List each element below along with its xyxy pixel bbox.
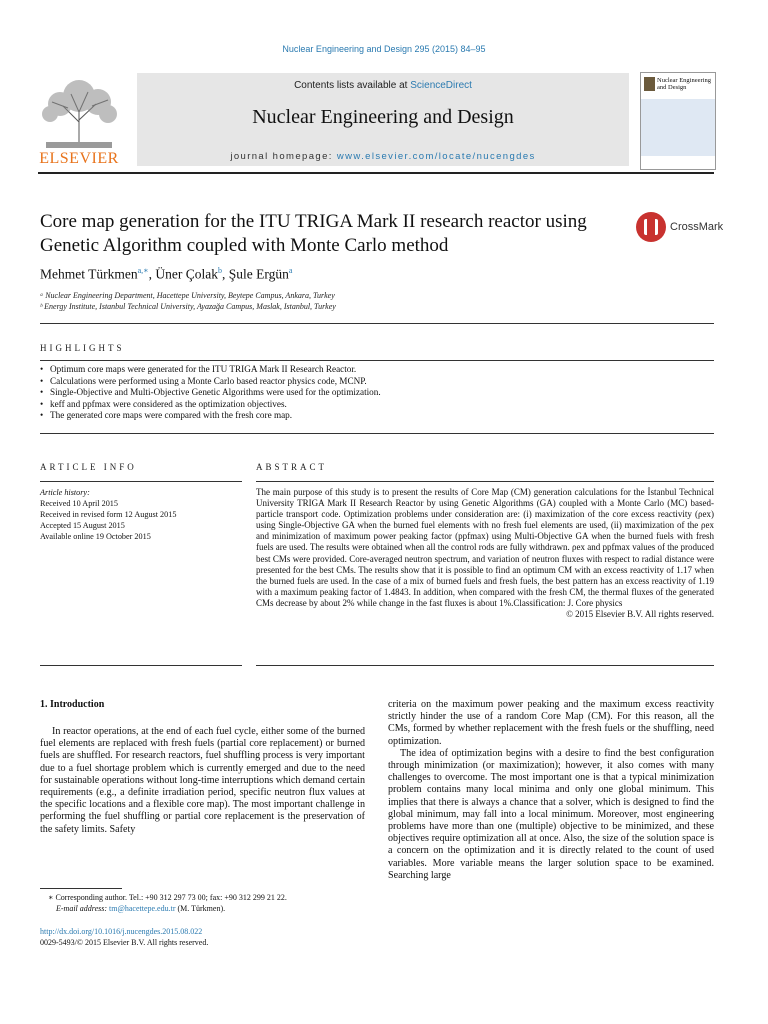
highlights-rule [40,360,714,361]
body-left-column [40,726,365,836]
journal-reference[interactable]: Nuclear Engineering and Design 295 (2015) 84–95 [282,44,486,54]
journal-cover-thumbnail [640,72,716,170]
highlight-item: • Calculations were performed using a Monte Carlo based reactor physics code, MCNP. [40,376,714,388]
corresponding-author-note: ∗ Corresponding author. Tel.: +90 312 297 73 00; fax: +90 312 299 21 22. [48,893,287,902]
highlight-item: • The generated core maps were compared with the fresh core map. [40,410,714,422]
cover-title: Nuclear Engineering and Design [657,77,711,91]
highlights-list [40,364,714,422]
email-line [40,904,370,915]
author-mark[interactable]: b [217,266,222,275]
history-received: Received 10 April 2015 [40,499,118,508]
body-paragraph: The idea of optimization begins with a desire to find the best configuration through minimization (or maximization); however, it also comes with many challenges to overcome. The most important one is that a typical minimization problem contains many local minima and only one global minimum. This implies that there is always a chance that a solver, which is designed to find the global minimum, may fall into a local minimum. Moreover, most engineering problems have more than one (multiple) objective to be minimized, and these objectives require optimization all at once. Also, the size of the solution space is a concern on the optimization and it is directly related to the count of used variables. More variable means the larger solution space to be examined. Searching large [388,747,714,881]
body-paragraph: criteria on the maximum power peaking and the maximum excess reactivity strictly hinder the use of a random Core Map (CM). For this reason, all the CMs, formed by whether replacement with the fresh fuels or the shuffling, need optimization. [388,699,714,747]
abstract-rule-bottom [256,665,714,666]
journal-homepage [137,151,629,162]
footnote-rule [40,888,122,889]
journal-title: Nuclear Engineering and Design [252,106,514,128]
doi-block [40,927,370,948]
author-name[interactable]: Üner Çolak [155,266,218,282]
contents-line [137,80,629,91]
email-suffix: (M. Türkmen). [175,903,226,913]
history-accepted: Accepted 15 August 2015 [40,521,125,530]
issn-line: 0029-5493/© 2015 Elsevier B.V. All rights reserved. [40,937,209,947]
cover-footer [641,156,715,169]
article-info-rule-bottom [40,665,242,666]
email-link[interactable]: tm@hacettepe.edu.tr [109,903,176,913]
footnote [40,893,370,914]
abstract-rule [256,481,714,482]
history-label: Article history: [40,488,90,497]
body-paragraph: In reactor operations, at the end of each fuel cycle, either some of the burned fuel elements are replaced with fresh fuels (partial core replacement) or burned fuels are shuffled. For research reactors, fuel shuffling process is very important due to a fuel shortage problem which is currently emerged and due to the need for sustainable operations without long-time interruptions which demand certain requirements (e.g., a definite irradiation period, specific neutron flux values at the specific locations and a flexible core map). The most important challenge in performing the fuel shuffling or partial core replacement is the preservation of the safety limits. Safety [40,726,365,835]
publisher-wordmark: ELSEVIER [39,150,119,167]
abstract-text: The main purpose of this study is to present the results of Core Map (CM) generation calculations for the İstanbul Technical University TRIGA Mark II Research Reactor by using Genetic Algorithms (GA) coupled with a Monte Carlo (MC) based-particle transport code. Optimization problems under consideration are: (i) maximization of the core excess reactivity (ρex) using Single-Objective GA when the burned fuel elements with no fresh fuel elements are used, (ii) maximization of the ρex and minimization of maximum power peaking factor (ppfmax) using Multi-Objective GA when the burned fuels with fresh fuels are used. The results were obtained when all the control rods are fully withdrawn. ρex and ppfmax values of the produced best CMs were provided. Core-averaged neutron spectrum, and variation of neutron fluxes with respect to radial distance were presented for the best CMs. The results show that it is possible to find an optimum CM with an excess reactivity of 1.17 when the burned fuels are used. In the case of a mix of burned fuels and fresh fuels, the best pattern has an excess reactivity of 1.19 with a maximum peaking factor of 1.4843. In addition, when compared with the fresh CM, the thermal fluxes of the generated CMs decrease by about 2% while change in the fast fluxes is about 1%.Classification: J. Core physics [256,487,714,608]
highlight-item: • keff and ppfmax were considered as the optimization objectives. [40,399,714,411]
author-mark[interactable]: a,∗ [137,266,149,275]
history-revised: Received in revised form 12 August 2015 [40,510,177,519]
affiliation-b: ᵇ Energy Institute, Istanbul Technical University, Ayazağa Campus, Maslak, Istanbul, Turkey [40,302,336,311]
article-title: Core map generation for the ITU TRIGA Mark II research reactor using Genetic Algorithm coupled with Monte Carlo method [40,211,587,256]
affiliation-a: ᵃ Nuclear Engineering Department, Hacettepe University, Beytepe Campus, Ankara, Turkey [40,291,335,300]
cover-logo [644,77,655,91]
author-list: Mehmet Türkmen$^{a,∗}$, Üner Çolak$^b$, Şule Ergün$^a$ [40,266,293,282]
homepage-link[interactable]: www.elsevier.com/locate/nucengdes [336,151,536,162]
author-name[interactable]: Şule Ergün [228,266,289,282]
article-info-rule [40,481,242,482]
highlight-item: • Optimum core maps were generated for the ITU TRIGA Mark II Research Reactor. [40,364,714,376]
abstract-copyright: © 2015 Elsevier B.V. All rights reserved. [566,609,714,620]
article-info-heading: ARTICLE INFO [40,462,137,472]
highlights-heading: HIGHLIGHTS [40,343,125,353]
article-history [40,487,242,542]
masthead-rule [38,172,714,174]
email-label: E-mail address: [56,903,110,913]
body-right-column [388,699,714,882]
sciencedirect-link[interactable]: ScienceDirect [410,80,472,91]
highlights-rule-bottom [40,433,714,434]
crossmark-label: CrossMark [670,221,724,233]
section-title: 1. Introduction [40,699,105,710]
history-online: Available online 19 October 2015 [40,532,151,541]
abstract-heading: ABSTRACT [256,462,328,472]
doi-link[interactable]: http://dx.doi.org/10.1016/j.nucengdes.2015.08.022 [40,927,203,936]
title-rule [40,323,714,324]
contents-prefix: Contents lists available at [294,80,411,91]
author-mark[interactable]: a [288,266,293,275]
highlight-item: • Single-Objective and Multi-Objective Genetic Algorithms were used for the optimization. [40,387,714,399]
crossmark-button[interactable] [636,212,724,244]
homepage-prefix: journal homepage: [230,151,337,162]
author-name[interactable]: Mehmet Türkmen [40,266,138,282]
crossmark-icon [636,212,666,242]
abstract-body [256,487,714,620]
